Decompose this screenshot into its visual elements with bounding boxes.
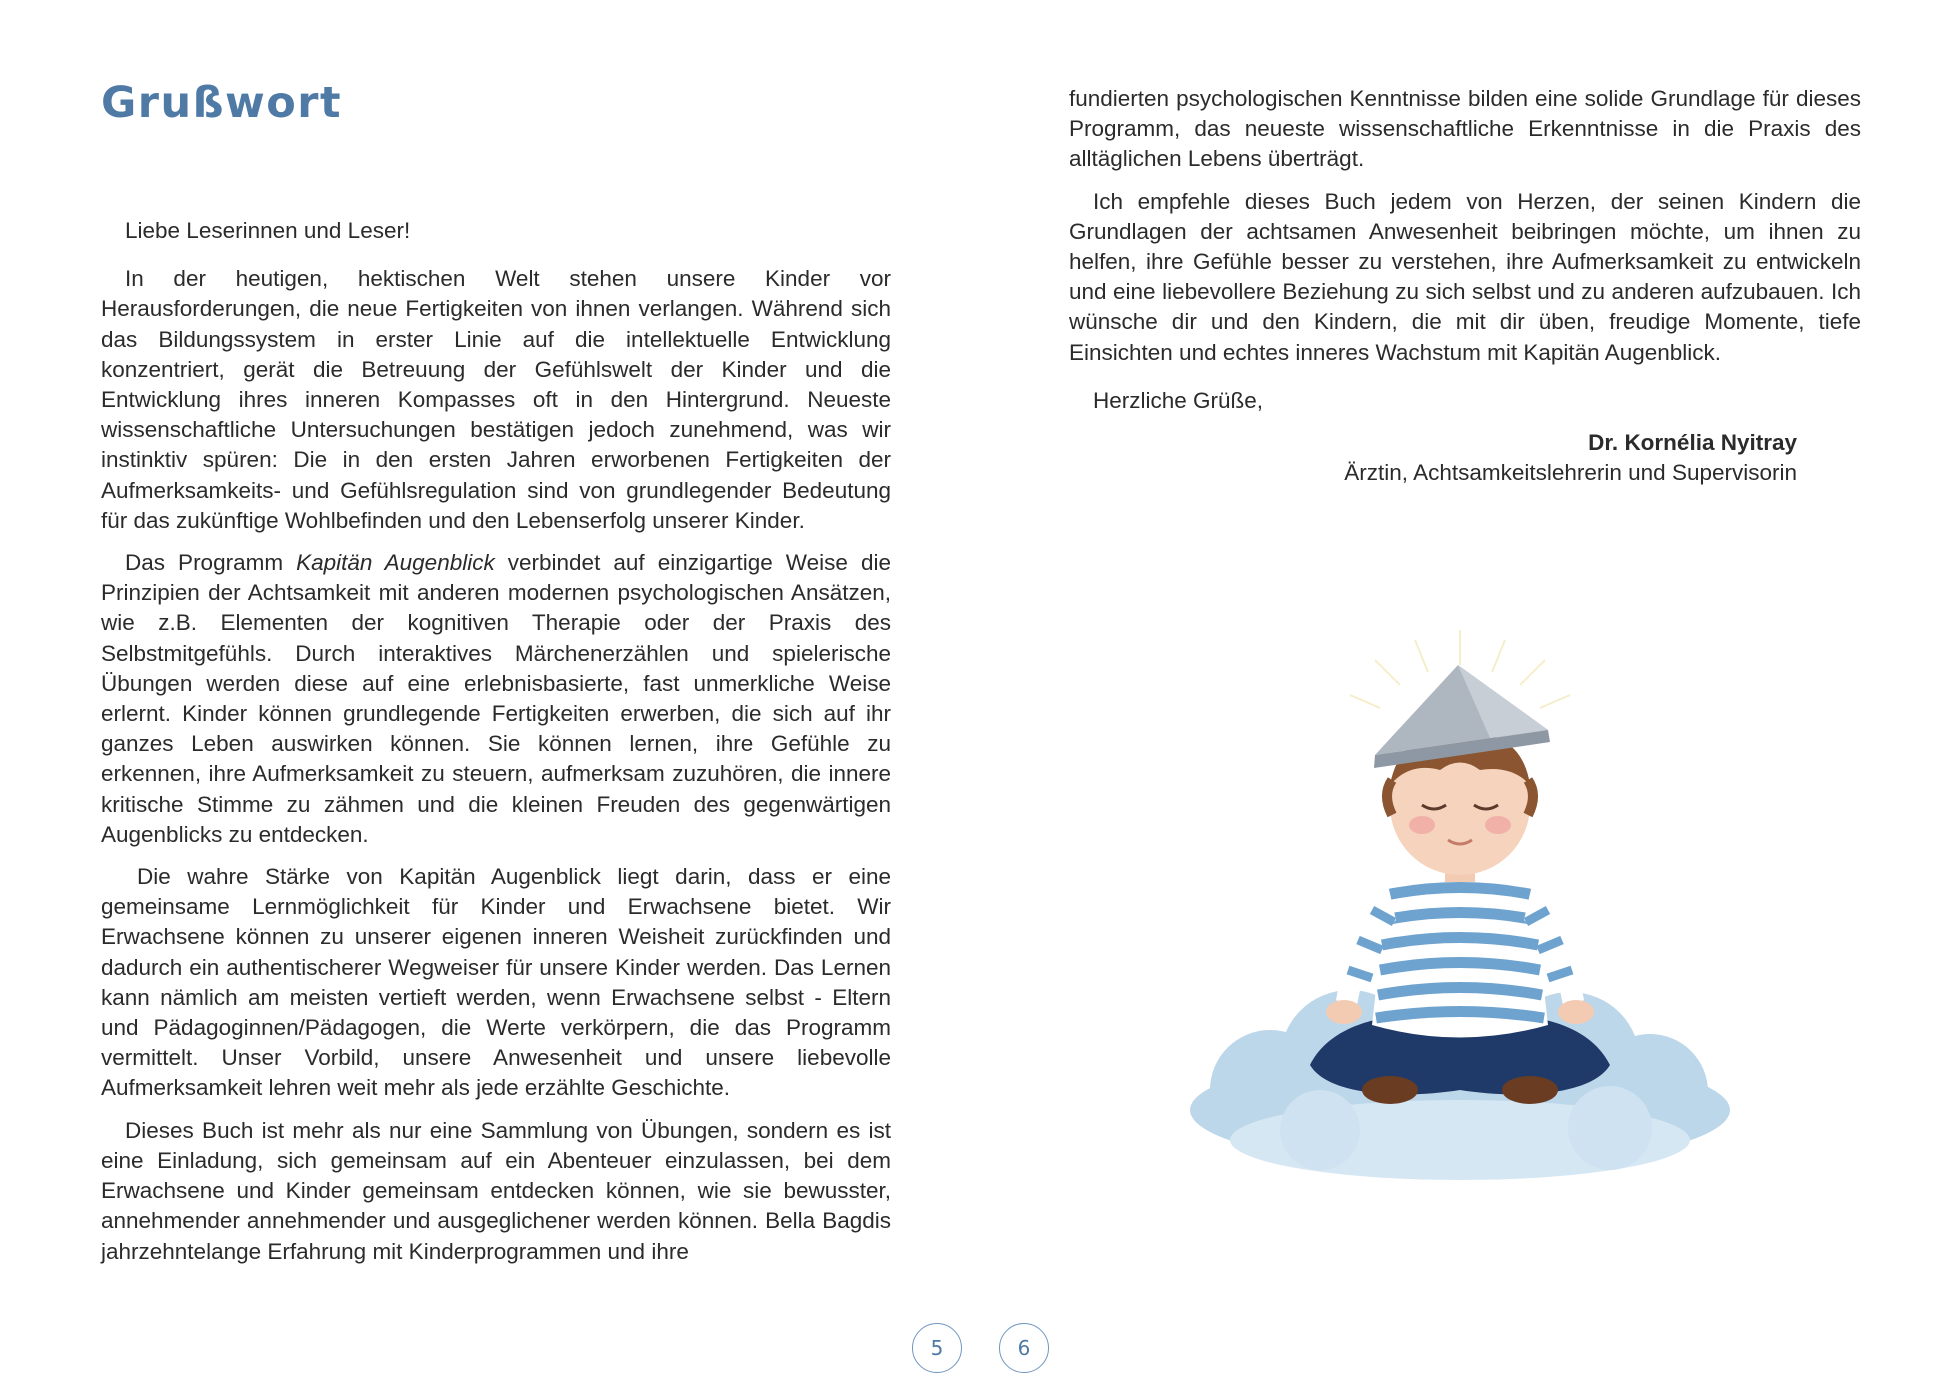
page-number-right: 6 <box>999 1323 1049 1373</box>
page-number-left: 5 <box>912 1323 962 1373</box>
page-title: Grußwort <box>101 78 343 128</box>
paragraph-2-rest: verbindet auf einzigartige Weise die Prinzipien der Achtsamkeit mit anderen modernen psychologischen Ansätzen, wie z.B. Elementen der kognitiven Therapie oder der Praxis des Selbstmitgefühls. Durch interaktives Märchenerzählen und spielerische Übungen werden diese auf eine erlebnisbasierte, fast unmerkliche Weise erlernt. Kinder können grundlegende Fertigkeiten erwerben, die sich auf ihr ganzes Leben auswirken können. Sie können lernen, ihre Gefühle zu erkennen, ihre Aufmerksamkeit zu steuern, aufmerksam zuzuhören, die innere kritische Stimme zu zähmen und die kleinen Freuden des gegenwärtigen Augenblicks zu entdecken. <box>101 550 891 847</box>
boy <box>1310 732 1610 1104</box>
salutation: Liebe Leserinnen und Leser! <box>125 218 411 243</box>
closing-greeting: Herzliche Grüße, <box>1093 387 1264 413</box>
signature-name: Dr. Kornélia Nyitray <box>1588 430 1797 456</box>
paragraph-2-start: Das Programm <box>125 550 297 576</box>
paragraph-continued: fundierten psychologischen Kenntnisse bilden eine solide Grundlage für dieses Programm, das neueste wissenschaftliche Erkenntnisse in die Praxis des alltäglichen Lebens überträgt. <box>1069 86 1861 172</box>
program-name-italic: Kapitän Augenblick <box>296 550 495 576</box>
meditating-boy-illustration <box>1160 620 1760 1220</box>
paragraph-4: Dieses Buch ist mehr als nur eine Sammlung von Übungen, sondern es ist eine Einladung, sich gemeinsam auf ein Abenteuer einzulassen, bei dem Erwachsene und Kinder gemeinsam entdecken können, wie sie bewusster, annehmender annehmender und ausgeglichener werden können. Bella Bagdis jahrzehntelange Erfahrung mit Kinderprogrammen und ihre <box>101 1117 891 1264</box>
paragraph-recommendation: Ich empfehle dieses Buch jedem von Herzen, der seinen Kindern die Grundlagen der achtsamen Anwesenheit beibringen möchte, um ihnen zu helfen, ihre Gefühle besser zu verstehen, ihre Aufmerksamkeit zu entwickeln und eine liebevollere Beziehung zu sich selbst und zu anderen aufzubauen. Ich wünsche dir und den Kindern, die mit dir üben, freudige Momente, tiefe Einsichten und echtes inneres Wachstum mit Kapitän Augenblick. <box>1069 188 1861 365</box>
signature-role: Ärztin, Achtsamkeitslehrerin und Supervisorin <box>1344 460 1797 486</box>
paragraph-3: Die wahre Stärke von Kapitän Augenblick liegt darin, dass er eine gemeinsame Lernmöglichkeit für Kinder und Erwachsene bietet. Wir Erwachsene können zu unserer eigenen inneren Weisheit zurückfinden und dadurch ein authentischerer Wegweiser für unsere Kinder werden. Das Lernen kann nämlich am meisten vertieft werden, wenn Erwachsene selbst - Eltern und Pädagoginnen/Pädagogen, die Werte verkörpern, die das Programm vermittelt. Unser Vorbild, unsere Anwesenheit und unsere liebevolle Aufmerksamkeit lehren weit mehr als jede erzählte Geschichte. <box>101 864 891 1101</box>
signature-block <box>1069 428 1861 488</box>
left-text-column <box>101 216 891 1279</box>
right-page <box>975 0 1949 1388</box>
right-text-column <box>1069 84 1861 488</box>
paragraph-2 <box>101 548 891 850</box>
paragraph-1: In der heutigen, hektischen Welt stehen unsere Kinder vor Herausforderungen, die neue Fertigkeiten von ihnen verlangen. Während sich das Bildungssystem in erster Linie auf die intellektuelle Entwicklung konzentriert, gerät die Betreuung der Gefühlswelt der Kinder und die Entwicklung ihres inneren Kompasses oft in den Hintergrund. Neueste wissenschaftliche Untersuchungen bestätigen jedoch zunehmend, was wir instinktiv spüren: Die in den ersten Jahren erworbenen Fertigkeiten der Aufmerksamkeits- und Gefühlsregulation sind von grundlegender Bedeutung für das zukünftige Wohlbefinden und den Lebenserfolg unserer Kinder. <box>101 266 891 533</box>
